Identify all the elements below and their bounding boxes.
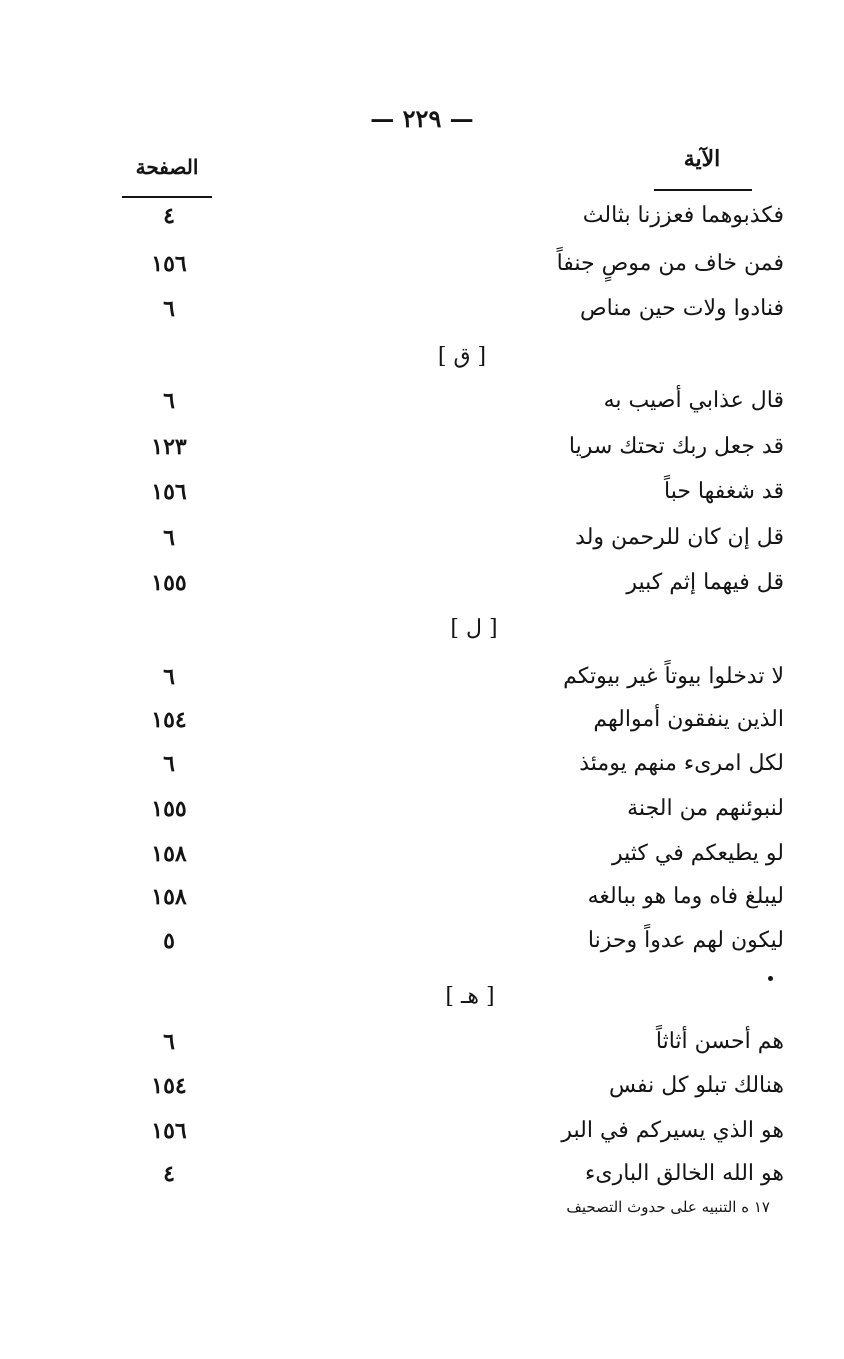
index-row [0,518,844,564]
verse-text: قد شغفها حباً [663,479,784,504]
page-ref: ٤ [163,203,175,229]
page-ref: ١٥٥ [151,570,187,596]
page-column-header: الصفحة [135,155,199,179]
index-row [0,921,844,967]
page-ref: ١٥٦ [151,251,187,277]
page-ref: ٦ [163,525,175,551]
index-row [0,244,844,290]
index-row [0,427,844,473]
index-row [0,1111,844,1157]
index-row [0,877,844,923]
index-row [0,289,844,335]
verse-text: قل فيهما إثم كبير [626,570,784,595]
page-ref: ٦ [163,1029,175,1055]
page-ref: ١٥٨ [151,884,187,910]
index-row [0,196,844,242]
index-row [0,1022,844,1068]
page-ref: ١٥٤ [151,1073,187,1099]
index-row [0,744,844,790]
page-ref: ١٥٨ [151,841,187,867]
section-letter-lam: [ ل ] [450,616,498,641]
page-number: — ٢٢٩ — [370,104,474,133]
verse-text: لو يطيعكم في كثير [611,841,784,866]
page-ref: ١٥٥ [151,796,187,822]
verse-text: فنادوا ولات حين مناص [580,296,784,321]
verse-text: هنالك تبلو كل نفس [608,1073,784,1098]
page-ref: ١٥٦ [151,479,187,505]
verse-text: فكذبوهما فعززنا بثالث [582,203,784,228]
section-letter-ha: [ هـ ] [445,984,495,1009]
index-row [0,1154,844,1200]
verse-text: لا تدخلوا بيوتاً غير بيوتكم [563,664,784,689]
verse-column-header: الآية [683,146,721,172]
index-row [0,1066,844,1112]
section-letter-qaf: [ ق ] [437,344,487,369]
verse-text: قل إن كان للرحمن ولد [575,525,784,550]
index-row [0,700,844,746]
verse-text: لنبوئنهم من الجنة [627,796,784,821]
verse-text: قال عذابي أصيب به [603,388,784,413]
verse-text: قد جعل ربك تحتك سريا [568,434,784,459]
index-row [0,472,844,518]
page-ref: ١٢٣ [151,434,187,460]
index-row [0,789,844,835]
verse-text: لكل امرىء منهم يومئذ [579,751,784,776]
index-row [0,563,844,609]
page-ref: ٦ [163,296,175,322]
verse-text: ليكون لهم عدواً وحزنا [587,928,784,953]
verse-text: ليبلغ فاه وما هو ببالغه [587,884,784,909]
page-ref: ٦ [163,751,175,777]
index-row [0,834,844,880]
verse-header-rule [654,189,752,191]
page-ref: ٥ [163,928,175,954]
verse-text: هو الله الخالق البارىء [585,1161,784,1186]
verse-text: هو الذي يسيركم في البر [561,1118,784,1143]
page-ref: ٦ [163,388,175,414]
footnote: ١٧ ه التنبيه على حدوث التصحيف [566,1198,770,1216]
verse-text: هم أحسن أثاثاً [655,1029,784,1054]
verse-text: الذين ينفقون أموالهم [593,707,784,732]
page-ref: ٤ [163,1161,175,1187]
verse-text: فمن خاف من موصٍ جنفاً [556,251,784,276]
page-ref: ١٥٦ [151,1118,187,1144]
index-row [0,381,844,427]
page-ref: ١٥٤ [151,707,187,733]
index-row [0,657,844,703]
page-ref: ٦ [163,664,175,690]
